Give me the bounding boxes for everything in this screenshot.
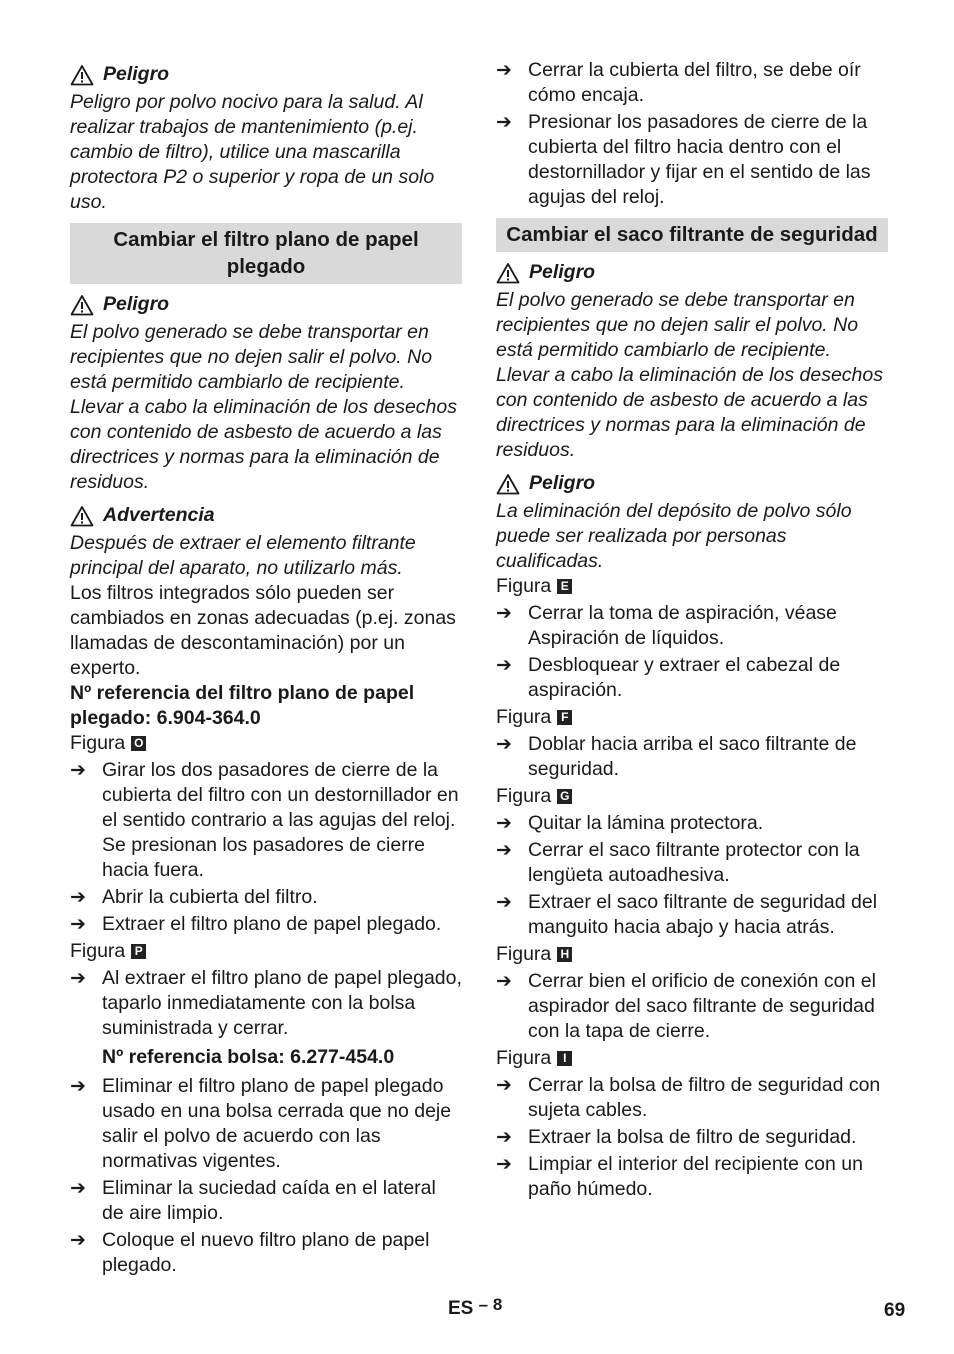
danger-text: Peligro por polvo nocivo para la salud. Al realizar trabajos de mantenimiento (p.ej. cambio de filtro), utilice una mascarilla protectora P2 o superior y ropa de un solo uso. — [70, 91, 435, 213]
arrow-icon: ➔ — [496, 603, 512, 624]
warning-triangle-icon — [70, 294, 94, 316]
arrow-icon: ➔ — [496, 655, 512, 676]
arrow-icon: ➔ — [496, 971, 512, 992]
figure-ref-g: Figura G — [496, 784, 888, 809]
step: ➔ Extraer la bolsa de filtro de seguridad. — [496, 1126, 857, 1148]
section-heading-filter: Cambiar el filtro plano de papel plegado — [70, 223, 462, 284]
arrow-icon: ➔ — [70, 887, 86, 908]
arrow-icon: ➔ — [496, 1154, 512, 1175]
step: ➔ Presionar los pasadores de cierre de la cubierta del filtro hacia dentro con el destornillador y fijar en el sentido de las agujas del reloj. — [496, 111, 871, 208]
step: ➔ Coloque el nuevo filtro plano de papel plegado. — [70, 1229, 430, 1276]
arrow-icon: ➔ — [496, 60, 512, 81]
danger-text: El polvo generado se debe transportar en recipientes que no dejen salir el polvo. No está permitido cambiarlo de recipiente. Llevar a cabo la eliminación de los desechos con contenido de asbesto de acuerdo a las directrices y normas para la eliminación de residuos. — [496, 289, 883, 461]
warning-triangle-icon — [70, 505, 94, 527]
arrow-icon: ➔ — [70, 1230, 86, 1251]
step: ➔ Quitar la lámina protectora. — [496, 812, 764, 834]
arrow-icon: ➔ — [496, 112, 512, 133]
left-column — [70, 58, 462, 1280]
step: ➔ Eliminar el filtro plano de papel plegado usado en una bolsa cerrada que no deje salir el polvo de acuerdo con las normativas vigentes. — [70, 1075, 452, 1172]
figure-ref-e: Figura E — [496, 574, 888, 599]
figure-letter-icon: F — [557, 710, 572, 725]
figure-ref-o: Figura O — [70, 731, 462, 756]
figure-ref-i: Figura I — [496, 1046, 888, 1071]
warning-heading — [70, 503, 462, 528]
figure-letter-icon: O — [131, 736, 146, 751]
figure-ref-h: Figura H — [496, 942, 888, 967]
paragraph: Los filtros integrados sólo pueden ser cambiados en zonas adecuadas (p.ej. zonas llamadas de descontaminación) por un experto. — [70, 582, 456, 679]
page-number: 69 — [884, 1300, 906, 1321]
arrow-icon: ➔ — [70, 760, 86, 781]
step: ➔ Girar los dos pasadores de cierre de la cubierta del filtro con un destornillador en el sentido contrario a las agujas del reloj. Se presionan los pasadores de cierre hacia fuera. — [70, 759, 459, 881]
step: ➔ Cerrar la toma de aspiración, véase Aspiración de líquidos. — [496, 602, 837, 649]
figure-letter-icon: G — [557, 789, 572, 804]
figure-letter-icon: P — [131, 944, 146, 959]
figure-letter-icon: H — [557, 947, 572, 962]
step: ➔ Desbloquear y extraer el cabezal de aspiración. — [496, 654, 841, 701]
step: ➔ Eliminar la suciedad caída en el lateral de aire limpio. — [70, 1177, 436, 1224]
arrow-icon: ➔ — [496, 840, 512, 861]
step: ➔ Cerrar el saco filtrante protector con la lengüeta autoadhesiva. — [496, 839, 860, 886]
arrow-icon: ➔ — [70, 968, 86, 989]
warning-triangle-icon — [496, 473, 520, 495]
step: ➔ Limpiar el interior del recipiente con un paño húmedo. — [496, 1153, 863, 1200]
figure-letter-icon: E — [557, 579, 572, 594]
arrow-icon: ➔ — [70, 1076, 86, 1097]
step: ➔ Al extraer el filtro plano de papel plegado, taparlo inmediatamente con la bolsa suministrada y cerrar. — [70, 967, 462, 1039]
danger-heading — [70, 292, 462, 317]
warning-triangle-icon — [496, 262, 520, 284]
arrow-icon: ➔ — [496, 892, 512, 913]
arrow-icon: ➔ — [496, 1075, 512, 1096]
footer-language-page: ES – 8 — [448, 1295, 503, 1319]
danger-title: Peligro — [529, 261, 596, 283]
step: ➔ Doblar hacia arriba el saco filtrante de seguridad. — [496, 733, 857, 780]
step: ➔ Extraer el filtro plano de papel plegado. — [70, 913, 442, 935]
section-heading-safety-bag: Cambiar el saco filtrante de seguridad — [496, 218, 888, 252]
warning-text: Después de extraer el elemento filtrante principal del aparato, no utilizarlo más. — [70, 532, 416, 579]
bag-reference: Nº referencia bolsa: 6.277-454.0 — [102, 1046, 395, 1068]
right-column — [496, 58, 888, 1204]
step: ➔ Cerrar la cubierta del filtro, se debe oír cómo encaja. — [496, 59, 861, 106]
danger-heading — [496, 471, 888, 496]
step: ➔ Cerrar la bolsa de filtro de seguridad con sujeta cables. — [496, 1074, 881, 1121]
figure-letter-icon: I — [557, 1051, 572, 1066]
danger-title: Peligro — [103, 63, 170, 85]
danger-text: La eliminación del depósito de polvo sólo puede ser realizada por personas cualificadas. — [496, 500, 852, 572]
figure-ref-p: Figura P — [70, 939, 462, 964]
danger-heading — [496, 260, 888, 285]
figure-ref-f: Figura F — [496, 705, 888, 730]
danger-heading — [70, 62, 462, 87]
step: ➔ Abrir la cubierta del filtro. — [70, 886, 318, 908]
danger-title: Peligro — [103, 293, 170, 315]
arrow-icon: ➔ — [496, 813, 512, 834]
danger-title: Peligro — [529, 472, 596, 494]
arrow-icon: ➔ — [496, 1127, 512, 1148]
warning-title: Advertencia — [103, 504, 215, 526]
arrow-icon: ➔ — [496, 734, 512, 755]
arrow-icon: ➔ — [70, 1178, 86, 1199]
arrow-icon: ➔ — [70, 914, 86, 935]
filter-reference: Nº referencia del filtro plano de papel plegado: 6.904-364.0 — [70, 682, 415, 729]
danger-text: El polvo generado se debe transportar en recipientes que no dejen salir el polvo. No está permitido cambiarlo de recipiente. Llevar a cabo la eliminación de los desechos con contenido de asbesto de acuerdo a las directrices y normas para la eliminación de residuos. — [70, 321, 457, 493]
warning-triangle-icon — [70, 64, 94, 86]
step: ➔ Extraer el saco filtrante de seguridad del manguito hacia abajo y hacia atrás. — [496, 891, 878, 938]
step: ➔ Cerrar bien el orificio de conexión con el aspirador del saco filtrante de seguridad con la tapa de cierre. — [496, 970, 876, 1042]
